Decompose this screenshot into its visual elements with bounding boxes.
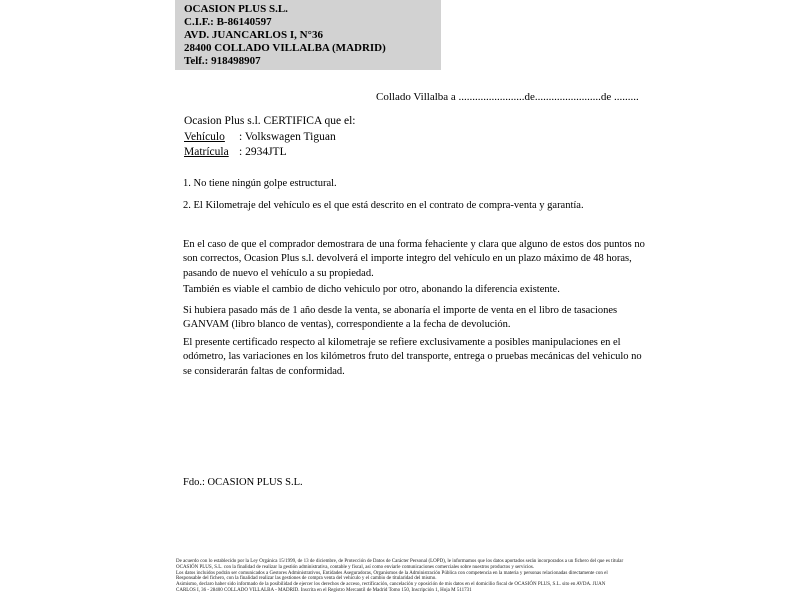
legal-line: OCASIÓN PLUS, S.L. con la finalidad de realizar la gestión administrativa, contable y fiscal, así como enviarle comunicaciones comerciales sobre nuestros productos y servicios. [176,564,535,570]
legal-line: CARLOS I, 36 - 28400 COLLADO VILLALBA - MADRID. Inscrita en el Registro Mercantil de Madrid Tomo 150, Inscripción 1, Hoja M 511731 [176,587,472,593]
body-paragraph-odometer: El presente certificado respecto al kilometraje se refiere exclusivamente a posibles manipulaciones en el odómetro, las variaciones en los kilómetros fruto del transporte, entrega o pruebas mecánicas del vehiculo no se considerarán faltas de conformidad. [183,337,642,377]
body-paragraph-refund: En el caso de que el comprador demostrara de una forma fehaciente y clara que alguno de estos dos puntos no son correctos, Ocasion Plus s.l. devolverá el importe integro del vehículo en un plazo máximo de 48 horas, pasando de nuevo el vehículo a su propiedad. [183,239,645,279]
plate-label: Matrícula [184,146,229,158]
company-cif: C.I.F.: B-86140597 [184,16,272,28]
plate-value: : 2934JTL [239,146,287,158]
legal-fine-print [176,559,636,594]
legal-line: Responsable del fichero, con la finalidad realizar las gestiones de compra venta del vehículo y el cambio de titularidad del mismo. [176,576,437,582]
warranty-point-1: 1. No tiene ningún golpe estructural. [183,178,337,189]
company-letterhead [175,0,441,70]
vehicle-value: : Volkswagen Tiguan [239,130,336,143]
body-paragraph-ganvam: Si hubiera pasado más de 1 año desde la venta, se abonaría el importe de venta en el libro de tasaciones GANVAM (libro blanco de ventas), correspondiente a la fecha de devolución. [183,305,618,331]
legal-line: De acuerdo con lo establecido por la Ley Orgánica 15/1999, de 13 de diciembre, de Protección de Datos de Carácter Personal (LOPD), le informamos que los datos aportados serán incorporados a un fichero del que es titular [176,559,624,564]
company-phone: Telf.: 918498907 [184,55,261,67]
plate-row [184,145,356,161]
legal-line: Los datos incluidos podrán ser comunicados a Gestores Administrativos, Entidades Aseguradoras, Organismos de la Administración Pública con competencia en la materia y personas relacionadas directamente con el [176,570,608,576]
company-city: 28400 COLLADO VILLALBA (MADRID) [184,42,386,54]
body-paragraph-exchange: También es viable el cambio de dicho vehiculo por otro, abonando la diferencia existente. [183,284,560,295]
legal-line: Asimismo, declaro haber sido informado de la posibilidad de ejercer los derechos de acceso, rectificación, cancelación y oposición de mis datos en el domicilio fiscal de OCASIÓN PLUS, S.L. sito en AVDA. JUAN [176,582,606,588]
date-line: Collado Villalba a ........................de........................de ......... [376,91,639,103]
company-name: OCASION PLUS S.L. [184,3,288,15]
certification-block [184,114,356,161]
vehicle-row [184,130,356,146]
warranty-point-2: 2. El Kilometraje del vehículo es el que está descrito en el contrato de compra-venta y garantía. [183,200,584,211]
company-address: AVD. JUANCARLOS I, N°36 [184,29,323,41]
vehicle-label: Vehículo [184,130,225,143]
certify-intro: Ocasion Plus s.l. CERTIFICA que el: [184,115,356,127]
signature-line: Fdo.: OCASION PLUS S.L. [183,477,303,488]
